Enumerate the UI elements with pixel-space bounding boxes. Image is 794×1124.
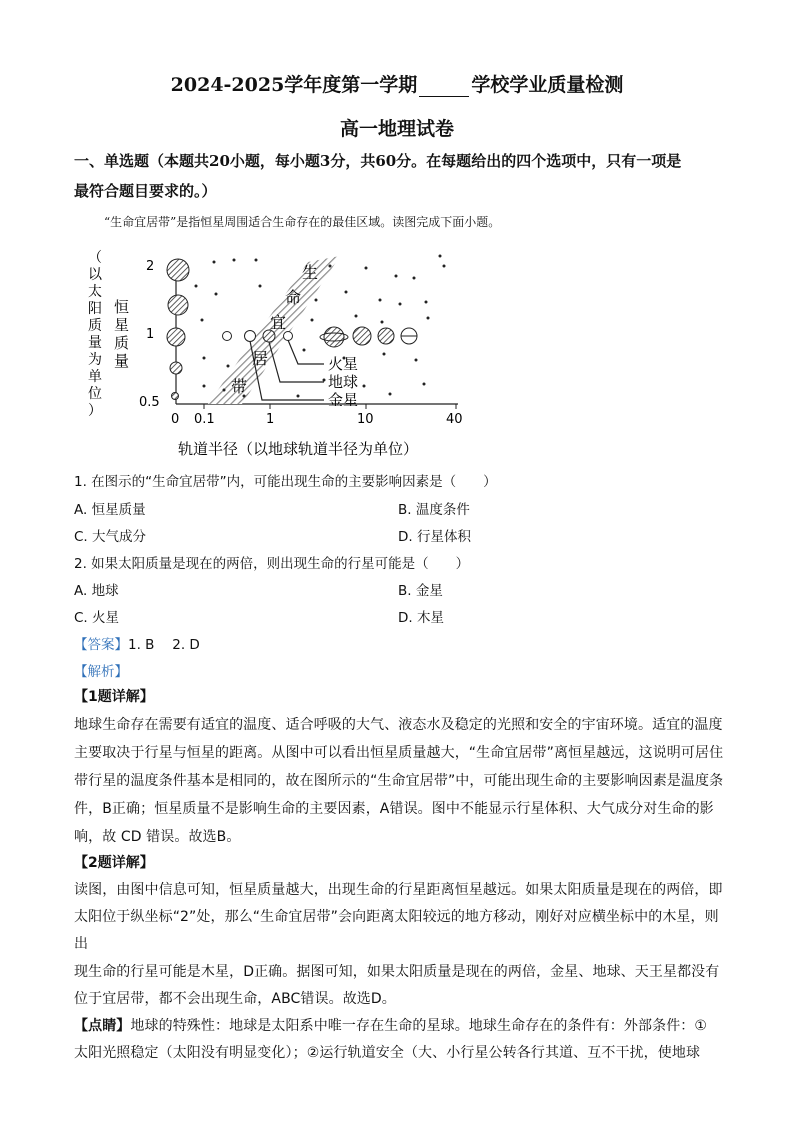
q2-option-c[interactable]: C. 火星 xyxy=(74,610,120,626)
y-tick-label: 1 xyxy=(146,327,155,342)
y-tick-label: 0.5 xyxy=(139,395,160,410)
q1-option-c[interactable]: C. 大气成分 xyxy=(74,529,147,545)
scatter-dot xyxy=(379,299,382,302)
q2-option-d[interactable]: D. 木星 xyxy=(398,610,444,626)
detail-1-line: 件，B正确；恒星质量不是影响生命的主要因素，A错误。图中不能显示行星体积、大气成分对生命的影 xyxy=(74,801,714,817)
page-title xyxy=(0,70,794,97)
planet-mercury xyxy=(223,332,232,341)
q2-option-a[interactable]: A. 地球 xyxy=(74,583,119,599)
y-axis-unit-char: 为 xyxy=(88,352,102,368)
scatter-dot xyxy=(315,299,318,302)
detail-2-line: 太阳位于纵坐标“2”处，那么“生命宜居带”会向距离太阳较远的地方移动，刚好对应横坐标中的木星，则 xyxy=(74,909,719,925)
x-tick-label: 0 xyxy=(171,412,180,427)
y-axis-unit-label xyxy=(88,250,103,419)
star-1x xyxy=(167,328,185,346)
scatter-dot xyxy=(311,319,314,322)
y-axis-unit-char: 量 xyxy=(88,335,102,351)
star-2x xyxy=(167,259,189,281)
detail-2-header: 【2题详解】 xyxy=(74,855,154,871)
detail-1-line: 主要取决于行星与恒星的距离。从图中可以看出恒星质量越大，“生命宜居带”离恒星越远，这说明可居住 xyxy=(74,745,724,761)
x-tick-label: 0.1 xyxy=(194,412,215,427)
question-1-stem: 1. 在图示的“生命宜居带”内，可能出现生命的主要影响因素是（ ） xyxy=(74,474,497,490)
detail-2-line: 现生命的行星可能是木星，D正确。据图可知，如果太阳质量是现在的两倍，金星、地球、天王星都没有 xyxy=(74,964,720,980)
tip-text-1: 地球的特殊性：地球是太阳系中唯一存在生命的星球。地球生命存在的条件有：外部条件：① xyxy=(130,1018,708,1034)
scatter-dot xyxy=(383,353,386,356)
y-axis-unit-char: ） xyxy=(88,403,102,419)
scatter-dot xyxy=(213,261,216,264)
title-left: 2024-2025学年度第一学期 xyxy=(170,74,418,96)
y-axis-name-char: 星 xyxy=(114,316,130,334)
star xyxy=(170,362,182,374)
scatter-dot xyxy=(323,379,326,382)
y-axis-unit-char: （ xyxy=(88,250,102,266)
scatter-dot xyxy=(439,255,442,258)
scatter-dot xyxy=(195,285,198,288)
scatter-dot xyxy=(203,357,206,360)
school-name-blank xyxy=(419,78,469,97)
scatter-dot xyxy=(365,267,368,270)
habitable-zone-figure xyxy=(84,246,484,462)
scatter-dot xyxy=(259,285,262,288)
x-axis-label: 轨道半径（以地球轨道半径为单位） xyxy=(178,440,419,458)
scatter-dot xyxy=(389,393,392,396)
scatter-dot xyxy=(223,389,226,392)
y-axis-unit-char: 位 xyxy=(88,386,102,402)
scatter-dot xyxy=(415,359,418,362)
tip-line-2: 太阳光照稳定（太阳没有明显变化）；②运行轨道安全（大、小行星公转各行其道、互不干扰，使地球 xyxy=(74,1045,701,1061)
y-axis-unit-char: 阳 xyxy=(88,301,102,317)
zone-label: 带 xyxy=(231,377,248,396)
question-intro: “生命宜居带”是指恒星周围适合生命存在的最佳区域。读图完成下面小题。 xyxy=(104,215,501,229)
scatter-dot xyxy=(381,321,384,324)
x-tick-label: 40 xyxy=(446,412,463,427)
page-subtitle: 高一地理试卷 xyxy=(339,118,454,140)
scatter-dot xyxy=(427,317,430,320)
zone-label: 生 xyxy=(302,263,319,282)
scatter-dot xyxy=(363,385,366,388)
detail-2-line: 读图，由图中信息可知，恒星质量越大，出现生命的行星距离恒星越远。如果太阳质量是现在的两倍，即 xyxy=(74,882,723,898)
callout-earth: 地球 xyxy=(328,373,359,391)
y-axis-unit-char: 太 xyxy=(88,284,102,300)
planet-uranus xyxy=(378,328,394,344)
zone-label: 宜 xyxy=(270,313,287,332)
x-tick-label: 10 xyxy=(357,412,374,427)
callout-venus: 金星 xyxy=(328,391,359,409)
detail-2-line: 位于宜居带，都不会出现生命，ABC错误。故选D。 xyxy=(74,991,396,1007)
planet-jupiter xyxy=(324,327,344,347)
detail-1-line: 带行星的温度条件基本是相同的，故在图所示的“生命宜居带”中，可能出现生命的主要影响因素是温度条 xyxy=(74,773,724,789)
scatter-dot xyxy=(215,293,218,296)
scatter-dot xyxy=(255,259,258,262)
scatter-dot xyxy=(413,277,416,280)
tip-label: 【点睛】 xyxy=(74,1018,131,1034)
zone-label: 居 xyxy=(252,349,269,368)
scatter-dot xyxy=(233,259,236,262)
scatter-dot xyxy=(355,315,358,318)
planet-venus xyxy=(245,331,256,342)
q1-option-b[interactable]: B. 温度条件 xyxy=(398,502,470,518)
detail-1-header: 【1题详解】 xyxy=(74,689,154,705)
scatter-dot xyxy=(203,385,206,388)
detail-1-line: 响，故 CD 错误。故选B。 xyxy=(74,829,241,845)
tip-line-1 xyxy=(74,1015,707,1035)
star-0.5x xyxy=(172,393,179,400)
y-axis-unit-char: 以 xyxy=(88,267,102,283)
section-header-line2: 最符合题目要求的。） xyxy=(74,182,217,200)
scatter-dot xyxy=(297,395,300,398)
scatter-dot xyxy=(329,265,332,268)
y-axis-name-char: 质 xyxy=(114,334,130,352)
title-right: 学校学业质量检测 xyxy=(471,74,624,96)
callout-mars: 火星 xyxy=(328,355,359,373)
scatter-dot xyxy=(395,275,398,278)
y-axis-name-char: 量 xyxy=(114,352,130,370)
y-tick-label: 2 xyxy=(146,259,155,274)
scatter-dot xyxy=(345,291,348,294)
section-header-line1: 一、单选题（本题共20小题，每小题3分，共60分。在每题给出的四个选项中，只有一项是 xyxy=(74,152,682,170)
detail-1-line: 地球生命存在需要有适宜的温度、适合呼吸的大气、液态水及稳定的光照和安全的宇宙环境。适宜的温度 xyxy=(74,717,723,733)
scatter-dot xyxy=(443,265,446,268)
y-axis-name-label xyxy=(114,298,129,370)
x-tick-label: 1 xyxy=(266,412,275,427)
answer-label: 【答案】 xyxy=(74,637,128,653)
callout-line-mars xyxy=(288,340,324,364)
detail-2-line: 出 xyxy=(74,936,89,952)
scatter-dot xyxy=(425,301,428,304)
y-axis-unit-char: 质 xyxy=(88,318,102,334)
answer-row xyxy=(74,633,200,653)
scatter-dot xyxy=(423,383,426,386)
scatter-dot xyxy=(303,349,306,352)
answer-value: 1. B 2. D xyxy=(128,637,200,653)
analysis-label: 【解析】 xyxy=(74,664,128,680)
planet-saturn xyxy=(353,327,371,345)
planet-mars xyxy=(284,332,293,341)
scatter-dot xyxy=(227,365,230,368)
scatter-dot xyxy=(399,303,402,306)
q1-option-a[interactable]: A. 恒星质量 xyxy=(74,502,146,518)
y-axis-unit-char: 单 xyxy=(88,369,102,385)
q1-option-d[interactable]: D. 行星体积 xyxy=(398,529,471,545)
scatter-dot xyxy=(201,319,204,322)
q2-option-b[interactable]: B. 金星 xyxy=(398,583,443,599)
question-2-stem: 2. 如果太阳质量是现在的两倍，则出现生命的行星可能是（ ） xyxy=(74,556,470,572)
star xyxy=(168,295,188,315)
y-axis-name-char: 恒 xyxy=(114,298,130,316)
zone-label: 命 xyxy=(285,288,302,307)
